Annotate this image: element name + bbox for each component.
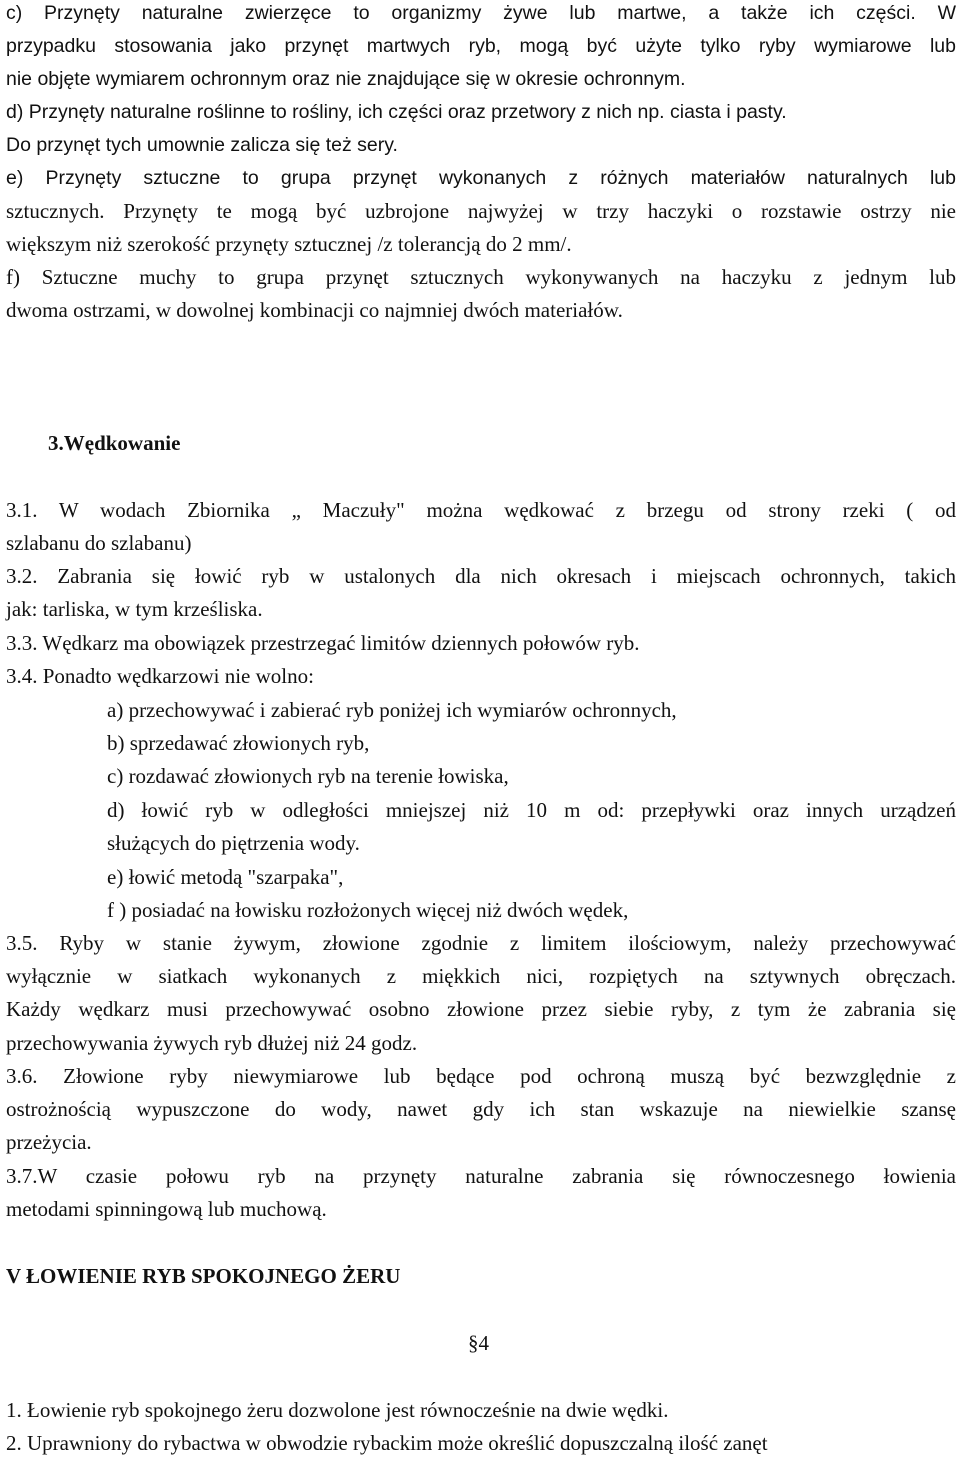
text-line: c) Przynęty naturalne zwierzęce to organizmy żywe lub martwe, a także ich części. W [6, 2, 956, 24]
text-line: wyłącznie w siatkach wykonanych z miękkich nici, rozpiętych na sztywnych obręczach. [6, 964, 956, 988]
text-line: 3.4. Ponadto wędkarzowi nie wolno: [6, 664, 314, 688]
text-line: sztucznych. Przynęty te mogą być uzbrojone najwyżej w trzy haczyki o rozstawie ostrzy nie [6, 199, 956, 223]
text-line: d) Przynęty naturalne roślinne to rośliny, ich części oraz przetwory z nich np. ciasta i pasty. [6, 101, 787, 123]
paragraph-number: §4 [468, 1331, 489, 1355]
list-item: b) sprzedawać złowionych ryb, [107, 731, 370, 755]
list-item: f ) posiadać na łowisku rozłożonych więcej niż dwóch wędek, [107, 898, 629, 922]
text-line: 1. Łowienie ryb spokojnego żeru dozwolone jest równocześnie na dwie wędki. [6, 1398, 669, 1422]
text-line: 3.7.W czasie połowu ryb na przynęty naturalne zabrania się równoczesnego łowienia [6, 1164, 956, 1188]
text-line: e) Przynęty sztuczne to grupa przynęt wykonanych z różnych materiałów naturalnych lub [6, 167, 956, 189]
list-item: służących do piętrzenia wody. [107, 831, 360, 855]
text-line: 3.2. Zabrania się łowić ryb w ustalonych dla nich okresach i miejscach ochronnych, takich [6, 564, 956, 588]
text-line: Do przynęt tych umownie zalicza się też sery. [6, 134, 398, 156]
text-line: dwoma ostrzami, w dowolnej kombinacji co najmniej dwóch materiałów. [6, 298, 623, 322]
text-line: przypadku stosowania jako przynęt martwych ryb, mogą być użyte tylko ryby wymiarowe lub [6, 35, 956, 57]
text-line: nie objęte wymiarem ochronnym oraz nie znajdujące się w okresie ochronnym. [6, 68, 686, 90]
text-line: przeżycia. [6, 1130, 92, 1154]
text-line: 3.3. Wędkarz ma obowiązek przestrzegać limitów dziennych połowów ryb. [6, 631, 640, 655]
list-item: e) łowić metodą "szarpaka", [107, 865, 344, 889]
text-line: jak: tarliska, w tym krześliska. [6, 597, 263, 621]
list-item: a) przechowywać i zabierać ryb poniżej ich wymiarów ochronnych, [107, 698, 677, 722]
text-line: 3.5. Ryby w stanie żywym, złowione zgodnie z limitem ilościowym, należy przechowywać [6, 931, 956, 955]
chapter-heading: V ŁOWIENIE RYB SPOKOJNEGO ŻERU [6, 1264, 401, 1288]
section-heading: 3.Wędkowanie [48, 431, 181, 455]
text-line: f) Sztuczne muchy to grupa przynęt sztucznych wykonywanych na haczyku z jednym lub [6, 265, 956, 289]
list-item: d) łowić ryb w odległości mniejszej niż 10 m od: przepływki oraz innych urządzeń [107, 798, 956, 822]
text-line: większym niż szerokość przynęty sztucznej /z tolerancją do 2 mm/. [6, 232, 572, 256]
text-line: przechowywania żywych ryb dłużej niż 24 godz. [6, 1031, 418, 1055]
text-line: Każdy wędkarz musi przechowywać osobno złowione przez siebie ryby, z tym że zabrania się [6, 997, 956, 1021]
text-line: 3.1. W wodach Zbiornika „ Maczuły" można wędkować z brzegu od strony rzeki ( od [6, 498, 956, 522]
list-item: c) rozdawać złowionych ryb na terenie łowiska, [107, 764, 509, 788]
text-line: szlabanu do szlabanu) [6, 531, 192, 555]
text-line: ostrożnością wypuszczone do wody, nawet gdy ich stan wskazuje na niewielkie szansę [6, 1097, 956, 1121]
text-line: 3.6. Złowione ryby niewymiarowe lub będące pod ochroną muszą być bezwzględnie z [6, 1064, 956, 1088]
text-line: metodami spinningową lub muchową. [6, 1197, 327, 1221]
text-line: 2. Uprawniony do rybactwa w obwodzie rybackim może określić dopuszczalną ilość zanęt [6, 1431, 768, 1455]
